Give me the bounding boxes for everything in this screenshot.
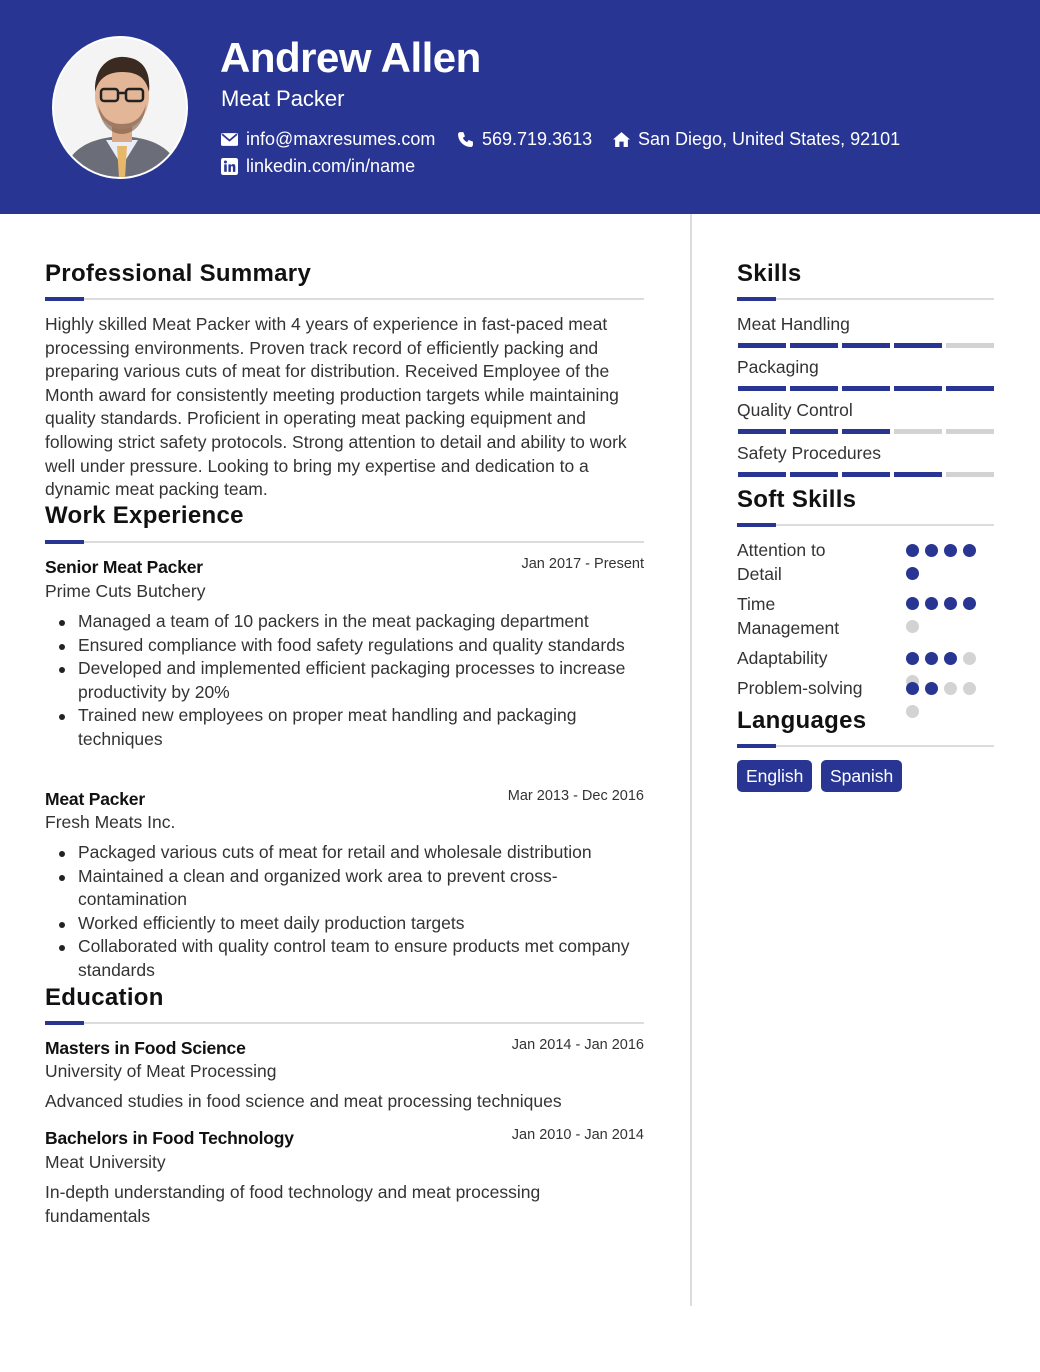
school-name: University of Meat Processing [45,1061,277,1081]
skill-bar-segment [946,343,994,348]
candidate-title: Meat Packer [221,86,345,111]
education-dates: Jan 2010 - Jan 2014 [511,1127,644,1143]
skill-bar-segment [894,429,942,434]
rating-dot [906,682,919,695]
candidate-name: Andrew Allen [220,34,481,81]
experience-rule [45,541,644,543]
job-bullet: Packaged various cuts of meat for retail and wholesale distribution [46,841,646,865]
skill-bar-segment [946,386,994,391]
soft-skill-name: Attention to Detail [737,540,826,584]
linkedin-text: linkedin.com/in/name [246,156,416,176]
phone-contact[interactable] [457,129,592,150]
job-bullet: Trained new employees on proper meat handling and packaging techniques [46,704,646,751]
soft-skills-rule [737,524,994,526]
skill-bar [738,343,994,348]
rating-dot [963,597,976,610]
skill-bar-segment [894,343,942,348]
education-desc: Advanced studies in food science and meat processing techniques [45,1091,562,1111]
skill-bar [738,386,994,391]
rating-dot [906,705,919,718]
soft-skill-name: Time Management [737,594,840,638]
column-divider [690,214,692,1306]
rating-dot [925,682,938,695]
job-bullet: Developed and implemented efficient packaging processes to increase productivity by 20% [46,657,646,704]
job-bullet: Worked efficiently to meet daily production targets [46,912,646,936]
languages-heading: Languages [737,707,867,734]
skills-rule [737,298,994,300]
soft-skill-dots [906,682,986,718]
education-desc: In-depth understanding of food technology and meat processing fundamentals [45,1182,541,1226]
rating-dot [906,544,919,557]
skill-name: Meat Handling [737,314,850,334]
language-badge: Spanish [821,760,902,792]
education-rule [45,1022,644,1024]
rating-dot [906,597,919,610]
job-company: Fresh Meats Inc. [45,812,176,832]
phone-icon [457,131,474,148]
soft-skill-name: Problem-solving [737,678,863,698]
profile-photo [54,38,188,179]
linkedin-contact[interactable] [221,156,415,177]
soft-skill-dots [906,597,986,633]
job-bullet: Collaborated with quality control team to ensure products met company standards [46,935,646,982]
skill-bar [738,472,994,477]
summary-heading: Professional Summary [45,260,312,287]
rating-dot [963,544,976,557]
rating-dot [906,620,919,633]
rating-dot [925,597,938,610]
rating-dot [944,597,957,610]
degree-title: Bachelors in Food Technology [45,1128,294,1148]
education-heading: Education [45,984,164,1011]
rating-dot [944,544,957,557]
skill-bar-segment [738,472,786,477]
linkedin-icon [221,158,238,175]
skill-bar-segment [790,343,838,348]
rating-dot [925,544,938,557]
skill-bar-segment [946,429,994,434]
job-bullets [46,841,646,983]
job-bullet: Managed a team of 10 packers in the meat packaging department [46,610,646,634]
skill-name: Packaging [737,357,819,377]
job-title: Meat Packer [45,789,145,809]
skill-name: Quality Control [737,400,853,420]
location-text: San Diego, United States, 92101 [638,129,901,149]
header-band [0,0,1040,214]
summary-rule [45,298,644,300]
skill-bar [738,429,994,434]
phone-text: 569.719.3613 [482,129,593,149]
skill-bar-segment [842,386,890,391]
job-dates: Mar 2013 - Dec 2016 [507,788,644,804]
rating-dot [906,652,919,665]
job-dates: Jan 2017 - Present [521,556,644,572]
home-icon [613,131,630,148]
rating-dot [906,567,919,580]
skill-bar-segment [842,472,890,477]
skill-bar-segment [738,386,786,391]
degree-title: Masters in Food Science [45,1038,246,1058]
education-dates: Jan 2014 - Jan 2016 [511,1037,644,1053]
rating-dot [925,652,938,665]
soft-skill-name: Adaptability [737,648,828,668]
skill-bar-segment [790,386,838,391]
job-bullets [46,610,646,752]
summary-text: Highly skilled Meat Packer with 4 years of experience in fast-paced meat processing environments. Proven track record of efficiently packing and preparing various cuts of meat for distribution. Received Employee of the Month award for consistently meeting production targets while maintaining quality standards. Proficient in operating meat packing equipment and following strict safety protocols. Strong attention to detail and ability to work well under pressure. Looking to bring my expertise and dedication to a dynamic meat packing team. [45,314,627,500]
job-company: Prime Cuts Butchery [45,581,206,601]
envelope-icon [221,131,238,148]
languages-rule [737,745,994,747]
skill-bar-segment [842,429,890,434]
skill-bar-segment [790,472,838,477]
school-name: Meat University [45,1152,166,1172]
soft-skill-dots [906,544,986,580]
skills-heading: Skills [737,260,802,287]
job-bullet: Maintained a clean and organized work area to prevent cross-contamination [46,865,646,912]
skill-bar-segment [894,386,942,391]
skill-bar-segment [738,343,786,348]
location-contact [613,129,900,150]
email-text: info@maxresumes.com [246,129,436,149]
language-badge: English [737,760,812,792]
avatar [52,36,188,179]
job-title: Senior Meat Packer [45,557,203,577]
skill-bar-segment [842,343,890,348]
rating-dot [944,682,957,695]
experience-heading: Work Experience [45,502,244,529]
skill-bar-segment [738,429,786,434]
skill-bar-segment [790,429,838,434]
skill-bar-segment [894,472,942,477]
job-bullet: Ensured compliance with food safety regulations and quality standards [46,634,646,658]
email-contact[interactable] [221,129,435,150]
rating-dot [963,652,976,665]
soft-skills-heading: Soft Skills [737,486,857,513]
rating-dot [963,682,976,695]
rating-dot [944,652,957,665]
skill-name: Safety Procedures [737,443,881,463]
skill-bar-segment [946,472,994,477]
